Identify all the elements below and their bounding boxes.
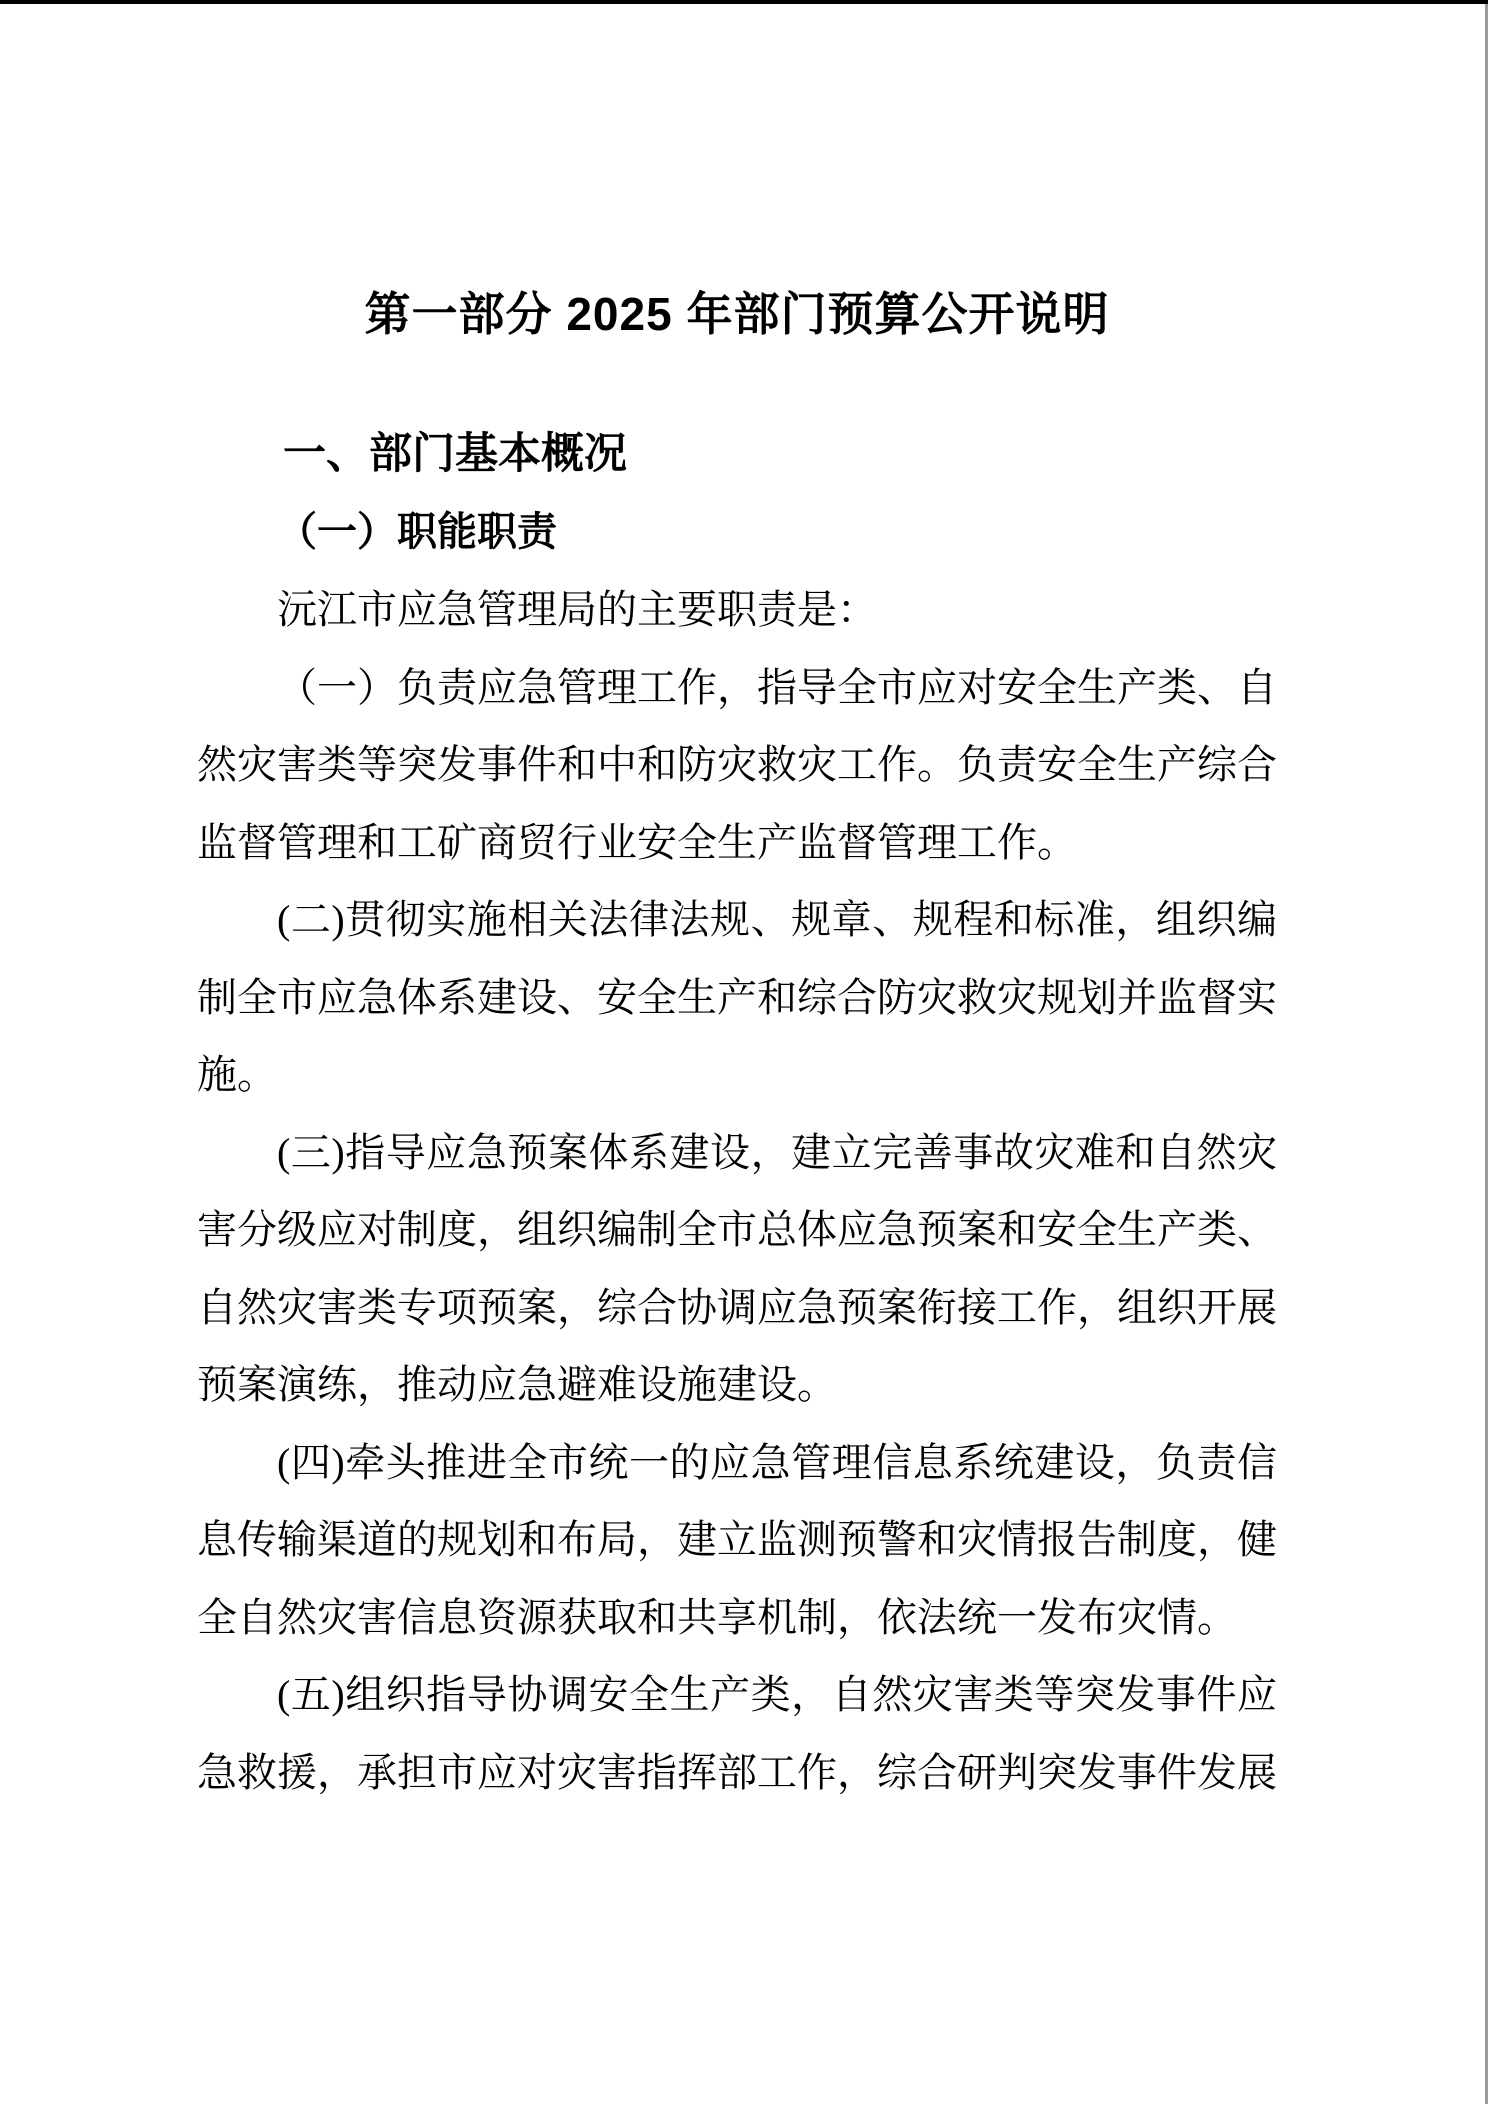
section-heading: 一、部门基本概况 [283,430,627,478]
paragraph-duty-1: （一）负责应急管理工作，指导全市应对安全生产类、自然灾害类等突发事件和中和防灾救灾工作。负责安全生产综合监督管理和工矿商贸行业安全生产监督管理工作。 [197,664,1277,865]
paragraph-duty-5: (五)组织指导协调安全生产类，自然灾害类等突发事件应急救援，承担市应对灾害指挥部工作，综合研判突发事件发展 [197,1672,1277,1795]
paragraph-intro: 沅江市应急管理局的主要职责是： [277,587,877,632]
paragraph-duty-3: (三)指导应急预案体系建设，建立完善事故灾难和自然灾害分级应对制度，组织编制全市总体应急预案和安全生产类、自然灾害类专项预案，综合协调应急预案衔接工作，组织开展预案演练，推动应急避难设施建设。 [197,1129,1277,1407]
document-body [197,0,1277,1811]
paragraph-duty-4: (四)牵头推进全市统一的应急管理信息系统建设，负责信息传输渠道的规划和布局，建立监测预警和灾情报告制度，健全自然灾害信息资源获取和共享机制，依法统一发布灾情。 [197,1439,1277,1640]
document-title: 第一部分 2025 年部门预算公开说明 [364,288,1110,340]
page-top-border [0,0,1488,4]
subsection-heading: （一）职能职责 [277,509,557,554]
paragraph-duty-2: (二)贯彻实施相关法律法规、规章、规程和标准，组织编制全市应急体系建设、安全生产和综合防灾救灾规划并监督实施。 [197,897,1277,1097]
